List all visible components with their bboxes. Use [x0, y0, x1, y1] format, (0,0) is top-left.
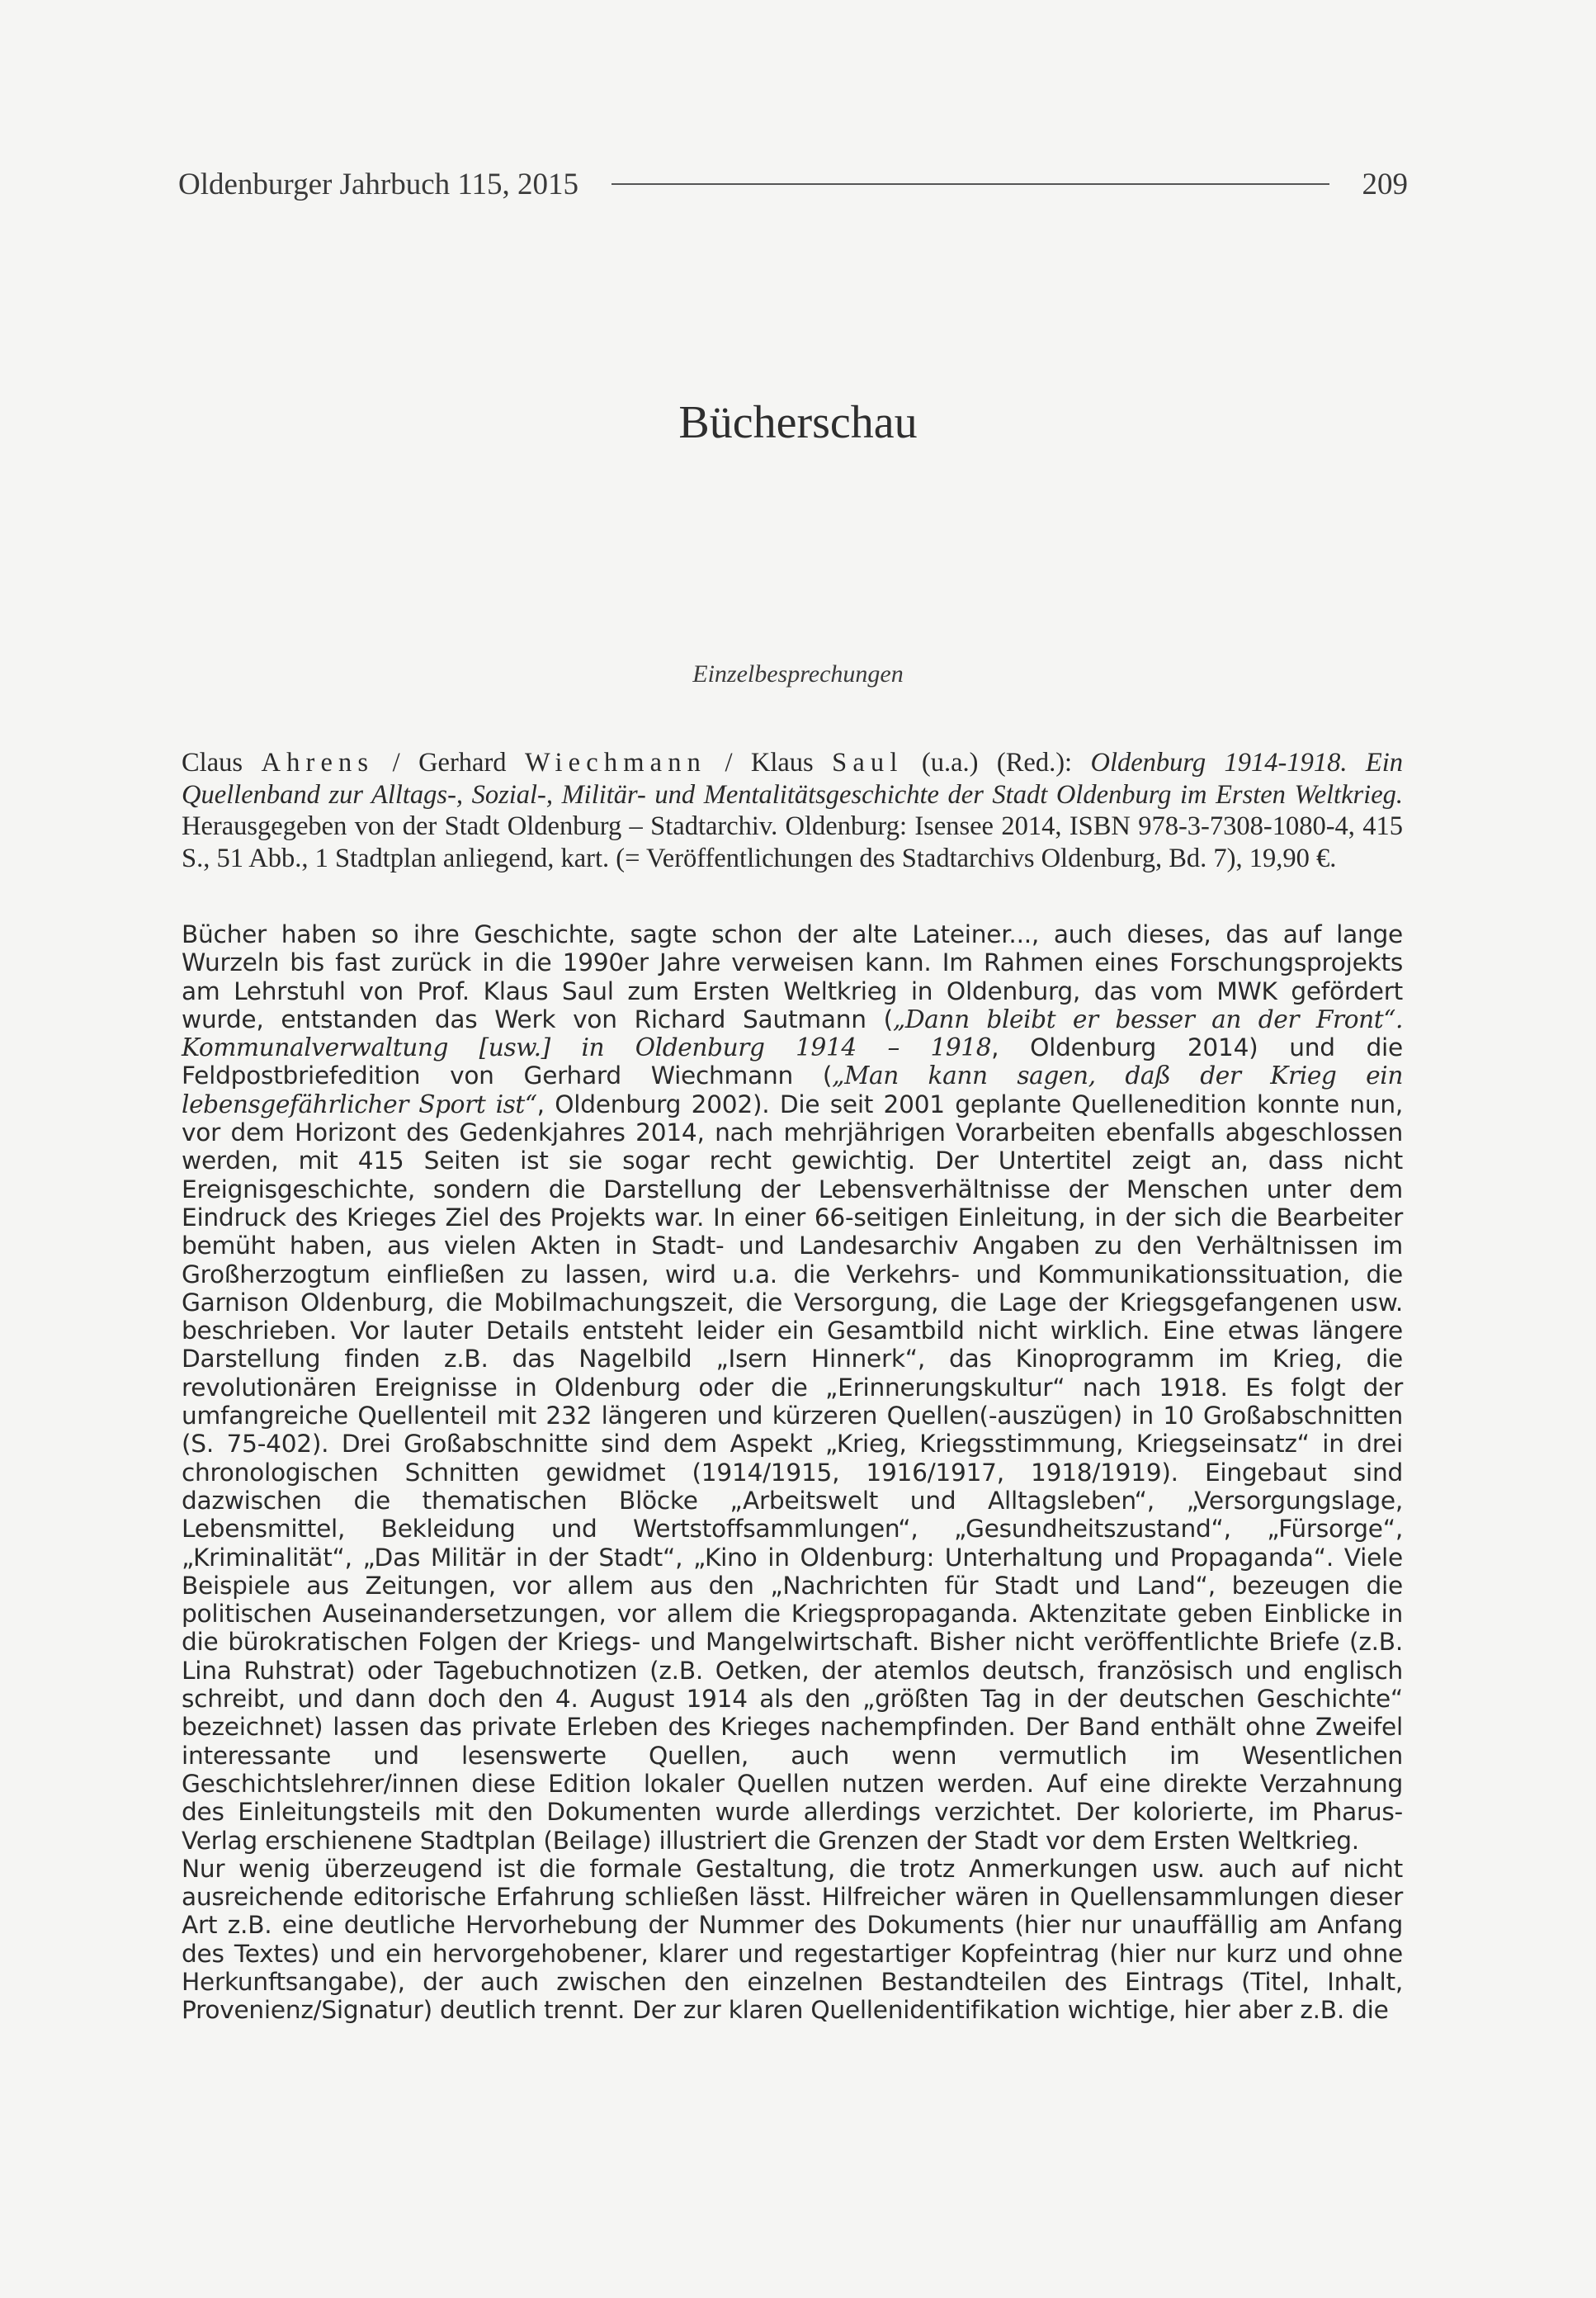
text-run: Bücher haben so ihre Geschichte, sagte schon der alte Lateiner..., auch dieses, das auf lange Wurzeln bis fast zurück in die 1990er Jahre verweisen kann. Im Rahmen eines Forschungsprojekts am Lehrstuhl von Prof. Klaus Saul zum Ersten Weltkrieg in Oldenburg, das vom MWK gefördert wurde, entstanden das Werk von Richard Sautmann (	[182, 920, 1403, 1033]
editor-separator: / Gerhard	[374, 748, 525, 778]
paragraph: Nur wenig überzeugend ist die formale Gestaltung, die trotz Anmerkungen usw. auch auf nicht ausreichende editorische Erfahrung schließen lässt. Hilfreicher wären in Quellensammlungen dieser Art z.B. eine deutliche Hervorhebung der Nummer des Dokuments (hier nur unauffällig am Anfang des Textes) und ein hervorgehobener, klarer und regestartiger Kopfeintrag (hier nur kurz und ohne Herkunftsangabe), der auch zwischen den einzelnen Bestandteilen des Eintrags (Titel, Inhalt, Provenienz/Signatur) deutlich trennt. Der zur klaren Quellenidentifikation wichtige, hier aber z.B. die	[182, 1854, 1403, 2025]
editor-suffix: (u.a.) (Red.):	[903, 748, 1091, 778]
editor-separator: / Klaus	[706, 748, 833, 778]
editor-surname: Saul	[832, 748, 904, 778]
running-header	[178, 163, 1408, 205]
paragraph	[182, 920, 1403, 1855]
book-title: Oldenburg 1914-1918. Ein Quellenband zur Alltags-, Sozial-, Militär- und Mentalitätsgeschichte der Stadt Oldenburg im Ersten Weltkrieg.	[182, 748, 1404, 810]
review-body	[182, 920, 1403, 2025]
page-number: 209	[1362, 167, 1408, 201]
editor-surname: Ahrens	[261, 748, 375, 778]
journal-title: Oldenburger Jahrbuch 115, 2015	[178, 167, 579, 201]
editor-first-name: Claus	[182, 748, 243, 778]
header-rule	[611, 183, 1329, 185]
text-run: , Oldenburg 2014) und die Feldpostbriefedition von Gerhard Wiechmann (	[182, 1033, 1403, 1090]
subsection-heading: Einzelbesprechungen	[692, 660, 904, 688]
section-title: Bücherschau	[678, 397, 918, 448]
publication-details: Herausgegeben von der Stadt Oldenburg – Stadtarchiv. Oldenburg: Isensee 2014, ISBN 978-3-7308-1080-4, 415 S., 51 Abb., 1 Stadtplan anliegend, kart. (= Veröffentlichungen des Stadtarchivs Oldenburg, Bd. 7), 19,90 €.	[182, 811, 1403, 873]
review-citation	[182, 747, 1403, 874]
editor-surname: Wiechmann	[524, 748, 707, 778]
cited-title: „Man kann sagen, daß der Krieg ein lebensgefährlicher Sport ist“	[182, 1062, 1403, 1118]
text-run: , Oldenburg 2002). Die seit 2001 geplante Quellenedition konnte nun, vor dem Horizont des Gedenkjahres 2014, nach mehrjährigen Vorarbeiten ebenfalls abgeschlossen werden, mit 415 Seiten ist sie sogar recht gewichtig. Der Untertitel zeigt an, dass nicht Ereignisgeschichte, sondern die Darstellung der Lebensverhältnisse der Menschen unter dem Eindruck des Krieges Ziel des Projekts war. In einer 66-seitigen Einleitung, in der sich die Bearbeiter bemüht haben, aus vielen Akten in Stadt- und Landesarchiv Angaben zu den Verhältnissen im Großherzogtum einfließen zu lassen, wird u.a. die Verkehrs- und Kommunikationssituation, die Garnison Oldenburg, die Mobilmachungszeit, die Versorgung, die Lage der Kriegsgefangenen usw. beschrieben. Vor lauter Details entsteht leider ein Gesamtbild nicht wirklich. Eine etwas längere Darstellung finden z.B. das Nagelbild „Isern Hinnerk“, das Kinoprogramm im Krieg, die revolutionären Ereignisse in Oldenburg oder die „Erinnerungskultur“ nach 1918. Es folgt der umfangreiche Quellenteil mit 232 längeren und kürzeren Quellen(-auszügen) in 10 Großabschnitten (S. 75-402). Drei Großabschnitte sind dem Aspekt „Krieg, Kriegsstimmung, Kriegseinsatz“ in drei chronologischen Schnitten gewidmet (1914/1915, 1916/1917, 1918/1919). Eingebaut sind dazwischen die thematischen Blöcke „Arbeitswelt und Alltagsleben“, „Versorgungslage, Lebensmittel, Bekleidung und Wertstoffsammlungen“, „Gesundheitszustand“, „Fürsorge“, „Kriminalität“, „Das Militär in der Stadt“, „Kino in Oldenburg: Unterhaltung und Propaganda“. Viele Beispiele aus Zeitungen, vor allem aus den „Nachrichten für Stadt und Land“, bezeugen die politischen Auseinandersetzungen, vor allem die Kriegspropaganda. Aktenzitate geben Einblicke in die bürokratischen Folgen der Kriegs- und Mangelwirtschaft. Bisher nicht veröffentlichte Briefe (z.B. Lina Ruhstrat) oder Tagebuchnotizen (z.B. Oetken, der atemlos deutsch, französisch und englisch schreibt, und dann doch den 4. August 1914 als den „größten Tag in der deutschen Geschichte“ bezeichnet) lassen das private Erleben des Krieges nachempfinden. Der Band enthält ohne Zweifel interessante und lesenswerte Quellen, auch wenn vermutlich im Wesentlichen Geschichtslehrer/innen diese Edition lokaler Quellen nutzen werden. Auf eine direkte Verzahnung des Einleitungsteils mit den Dokumenten wurde allerdings verzichtet. Der kolorierte, im Pharus-Verlag erschienene Stadtplan (Beilage) illustriert die Grenzen der Stadt vor dem Ersten Weltkrieg.	[182, 1090, 1403, 1855]
cited-title: „Dann bleibt er besser an der Front“. Kommunalverwaltung [usw.] in Oldenburg 1914 – 1918	[182, 1005, 1404, 1062]
